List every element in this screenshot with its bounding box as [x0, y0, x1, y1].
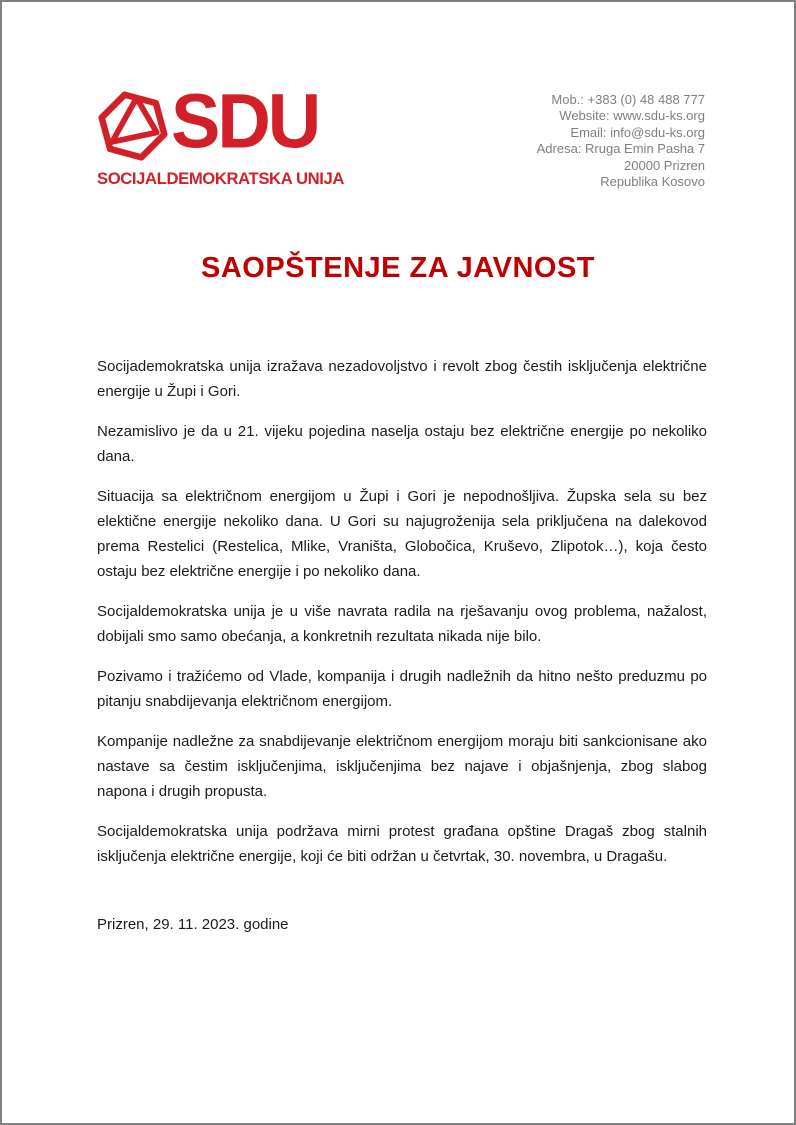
press-release-title: SAOPŠTENJE ZA JAVNOST: [200, 252, 595, 285]
body-paragraph: Socijaldemokratska unija je u više navrata radila na rješavanju ovog problema, nažalost, dobijali smo samo obećanja, a konkretnih rezultata nikada nije bilo.: [97, 603, 707, 646]
logo-acronym: SDU: [171, 77, 319, 164]
body-paragraph: Pozivamo i tražićemo od Vlade, kompanija i drugih nadležnih da hitno nešto preduzmu po pitanju snabdijevanja električnom energijom.: [97, 668, 707, 711]
hexagon-triangle-emblem-icon: [97, 88, 169, 164]
document-body: [97, 354, 707, 937]
contact-country: Republika Kosovo: [600, 174, 705, 190]
contact-address: Adresa: Rruga Emin Pasha 7: [536, 141, 705, 157]
logo-name: SOCIJALDEMOKRATSKA UNIJA: [97, 169, 344, 188]
date-line: Prizren, 29. 11. 2023. godine: [97, 916, 289, 934]
contact-postal-city: 20000 Prizren: [624, 157, 705, 173]
body-paragraph: Nezamislivo je da u 21. vijeku pojedina naselja ostaju bez električne energije po nekoliko dana.: [97, 423, 707, 466]
letterhead: [2, 2, 794, 190]
contact-block: [537, 88, 705, 190]
contact-email: Email: info@sdu-ks.org: [570, 124, 705, 140]
contact-mobile: Mob.: +383 (0) 48 488 777: [551, 92, 705, 107]
sdu-logo: [97, 77, 344, 189]
body-paragraph: Socijaldemokratska unija podržava mirni protest građana opštine Dragaš zbog stalnih isključenja električne energije, koji će biti održan u četvrtak, 30. novembra, u Dragašu.: [97, 823, 707, 866]
body-paragraph: Situacija sa električnom energijom u Župi i Gori je nepodnošljiva. Župska sela su bez elektične energije nekoliko dana. U Gori su najugroženija sela priključena na dalekovod prema Restelici (Restelica, Mlike, Vraništa, Globočica, Kruševo, Zlipotok…), koja često ostaju bez električne energije i po nekoliko dana.: [97, 488, 707, 581]
body-paragraph: Socijademokratska unija izražava nezadovoljstvo i revolt zbog čestih isključenja električne energije u Župi i Gori.: [97, 358, 707, 401]
contact-website: Website: www.sdu-ks.org: [559, 108, 705, 124]
body-paragraph: Kompanije nadležne za snabdijevanje električnom energijom moraju biti sankcionisane ako nastave sa čestim isključenjima, isključenjima bez najave i objašnjenja, zbog slabog napona i drugih propusta.: [97, 733, 707, 801]
